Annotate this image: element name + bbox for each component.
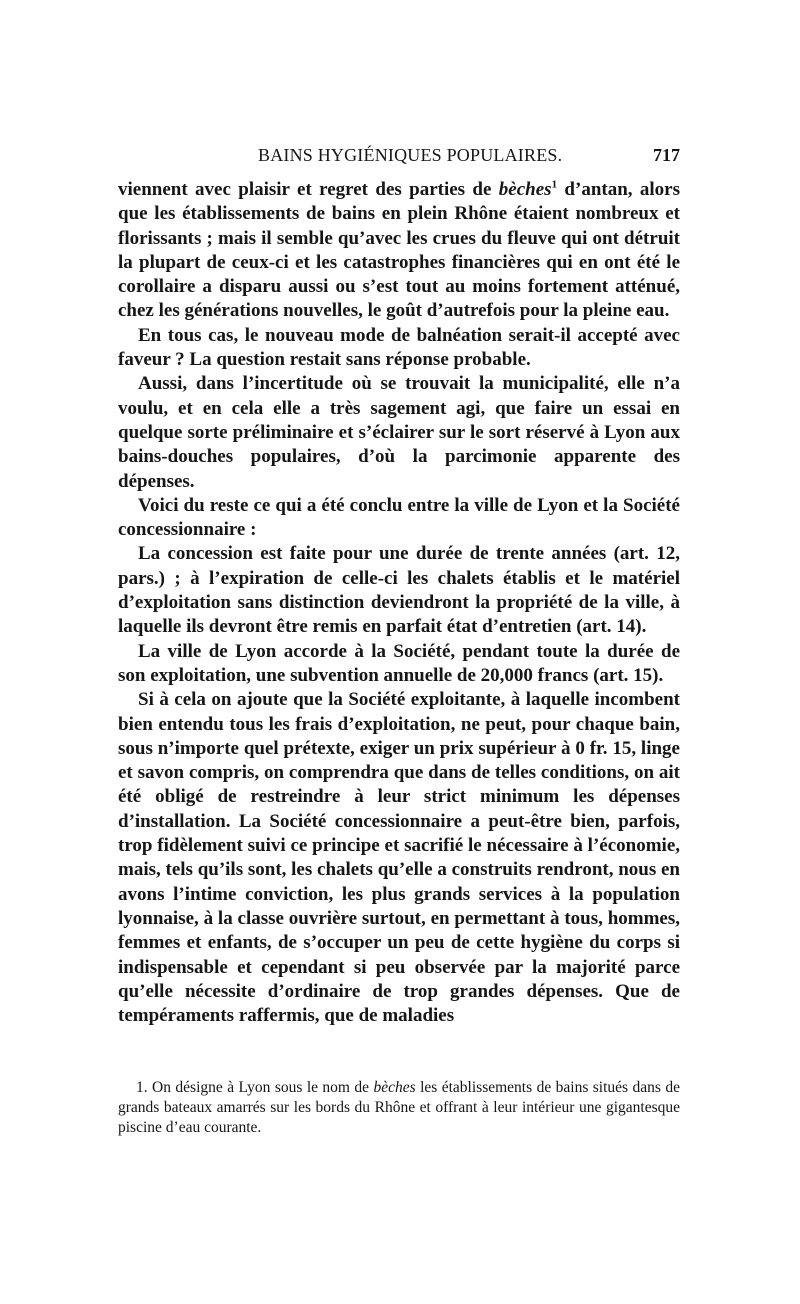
body-text — [118, 178, 680, 1028]
paragraph-4: Voici du reste ce qui a été conclu entre la ville de Lyon et la Société concessionnaire : — [118, 494, 680, 541]
footnote-number: 1. — [136, 1079, 148, 1096]
footnote-emphasis: bèches — [373, 1079, 416, 1096]
paragraph-1-text-b: d’antan, alors que les établissements de bains en plein Rhône étaient nombreux et florissants ; mais il semble qu’avec les crues du fleuve qui ont détruit la plupart de ceux-ci et les catastrophes financières qui en ont été le corollaire a disparu aussi ou s’est tout au moins fortement atténué, chez les générations nouvelles, le goût d’autrefois pour la pleine eau. — [118, 179, 680, 322]
footnote-marker: 1 — [551, 178, 558, 191]
paragraph-1-text-a: viennent avec plaisir et regret des parties de — [118, 179, 499, 200]
running-head-title: BAINS HYGIÉNIQUES POPULAIRES. — [258, 145, 563, 165]
paragraph-5: La concession est faite pour une durée de trente années (art. 12, pars.) ; à l’expiration de celle-ci les chalets établis et le matériel d’exploitation sans distinction deviendront la propriété de la ville, à laquelle ils devront être remis en parfait état d’entretien (art. 14). — [118, 543, 680, 638]
paragraph-1 — [118, 178, 680, 324]
paragraph-1-emphasis: bèches — [498, 179, 552, 200]
running-head — [118, 145, 680, 173]
paragraph-6: La ville de Lyon accorde à la Société, pendant toute la durée de son exploitation, une subvention annuelle de 20,000 francs (art. 15). — [118, 640, 680, 686]
paragraph-2: En tous cas, le nouveau mode de balnéation serait-il accepté avec faveur ? La question restait sans réponse probable. — [118, 324, 680, 371]
page-number: 717 — [653, 145, 680, 165]
paragraph-3: Aussi, dans l’incertitude où se trouvait la municipalité, elle n’a voulu, et en cela elle a très sagement agi, que faire un essai en quelque sorte préliminaire et s’éclairer sur le sort réservé à Lyon aux bains-douches populaires, d’où la parcimonie apparente des dépenses. — [118, 373, 680, 492]
footnote-text-b: les établissements de bains situés dans de grands bateaux amarrés sur les bords du Rhône et offrant à leur intérieur une gigantesque piscine d’eau courante. — [118, 1079, 680, 1136]
paragraph-7: Si à cela on ajoute que la Société exploitante, à laquelle incombent bien entendu tous les frais d’exploitation, ne peut, pour chaque bain, sous n’importe quel prétexte, exiger un prix supérieur à 0 fr. 15, linge et savon compris, on comprendra que dans de telles conditions, on ait été obligé de restreindre à leur strict minimum les dépenses d’installation. La Société concessionnaire a peut-être bien, parfois, trop fidèlement suivi ce principe et sacrifié le nécessaire à l’économie, mais, tels qu’ils sont, les chalets qu’elle a construits rendront, nous en avons l’intime conviction, les plus grands services à la population lyonnaise, à la classe ouvrière surtout, en permettant à tous, hommes, femmes et enfants, de s’occuper un peu de cette hygiène du corps si indispensable et cependant si peu observée par la majorité parce qu’elle nécessite d’ordinaire de trop grandes dépenses. Que de tempéraments raffermis, que de maladies — [118, 689, 680, 1027]
footnote — [118, 1078, 680, 1138]
footnote-text-a: On désigne à Lyon sous le nom de — [147, 1079, 374, 1096]
